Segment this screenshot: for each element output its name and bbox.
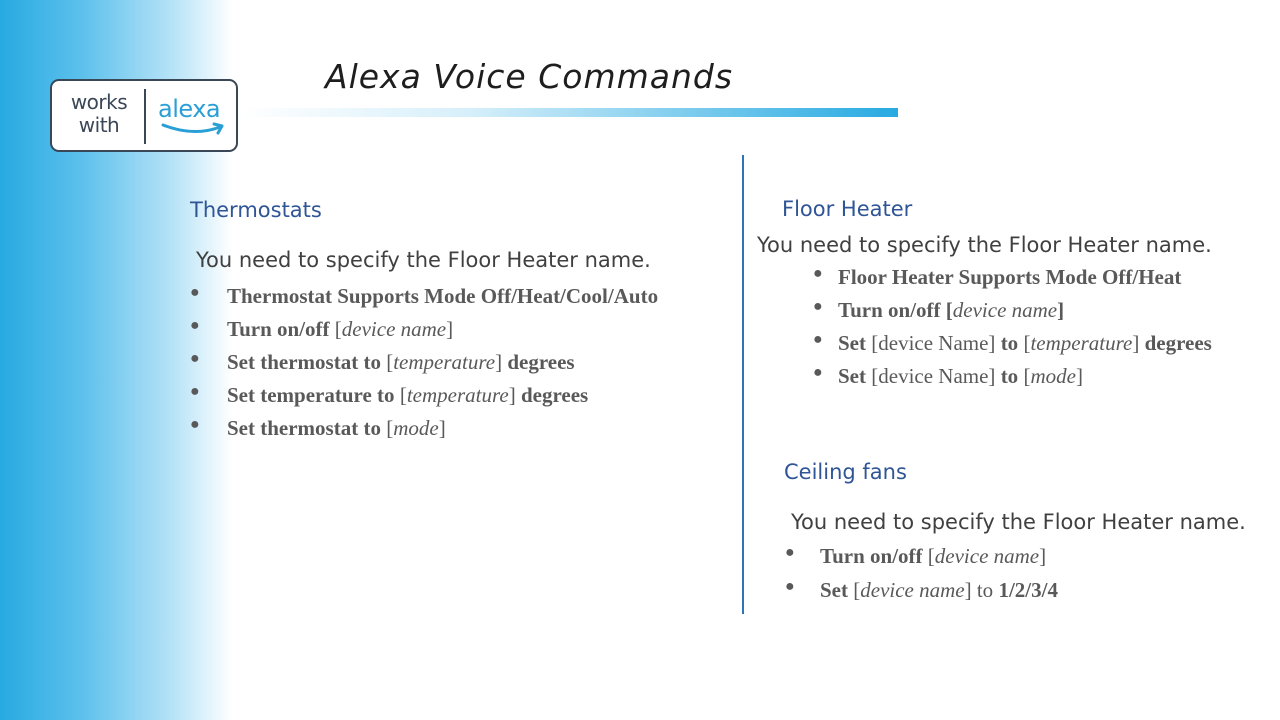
floor-heater-intro: You need to specify the Floor Heater name. [757, 233, 1212, 257]
bracket-text: ] [446, 317, 454, 341]
bullet-icon: ● [785, 578, 795, 595]
list-item [190, 350, 730, 383]
column-divider [742, 155, 744, 614]
command-text: Thermostat Supports Mode Off/Heat/Cool/Auto [227, 284, 659, 308]
bracket-text: [ [848, 578, 861, 602]
list-item [813, 298, 1273, 331]
bracket-text: ] [438, 416, 446, 440]
command-text: to [1000, 364, 1019, 388]
page-title: Alexa Voice Commands [325, 57, 734, 96]
command-text: Set [820, 578, 848, 602]
command-text: 1/2/3/4 [998, 578, 1058, 602]
placeholder-text: device name [860, 578, 965, 602]
ceiling-fans-intro: You need to specify the Floor Heater name. [791, 510, 1246, 534]
command-text: Turn on/off [227, 317, 330, 341]
thermostats-heading: Thermostats [190, 198, 322, 222]
badge-alexa-wordmark: alexa [158, 95, 221, 123]
badge-works-with-text [64, 91, 134, 137]
floor-heater-command-list [813, 265, 1273, 397]
command-text: Set [838, 364, 866, 388]
alexa-smile-icon [160, 121, 228, 137]
placeholder-text: device name [952, 298, 1058, 322]
bracket-text: ] [1075, 364, 1083, 388]
bracket-text: [ [329, 317, 342, 341]
bracket-text: ] to [964, 578, 999, 602]
command-text: Set temperature to [227, 383, 395, 407]
list-item [190, 383, 730, 416]
bullet-icon: ● [813, 331, 823, 348]
placeholder-text: device name [341, 317, 447, 341]
list-item [813, 331, 1273, 364]
thermostats-intro: You need to specify the Floor Heater name. [196, 248, 651, 272]
ceiling-fans-heading: Ceiling fans [784, 460, 907, 484]
badge-divider [144, 89, 146, 144]
bracket-text: [ [394, 383, 407, 407]
list-item [190, 416, 730, 449]
bracket-text: [ [1018, 364, 1031, 388]
bullet-icon: ● [813, 364, 823, 381]
floor-heater-heading: Floor Heater [782, 197, 913, 221]
command-text: ] [1057, 298, 1065, 322]
bullet-icon: ● [190, 416, 200, 433]
ceiling-fans-command-list [785, 544, 1265, 612]
bullet-icon: ● [813, 265, 823, 282]
command-text: degrees [520, 383, 589, 407]
bracket-text: ] [495, 350, 508, 374]
bracket-text: [ [380, 416, 394, 440]
bracket-text: [ [922, 544, 935, 568]
bullet-icon: ● [813, 298, 823, 315]
command-text: degrees [507, 350, 575, 374]
bullet-icon: ● [190, 284, 200, 301]
list-item [785, 578, 1265, 612]
bullet-icon: ● [190, 350, 200, 367]
bracket-text: [ [1018, 331, 1031, 355]
list-item [785, 544, 1265, 578]
bracket-text: [device Name] [866, 364, 1001, 388]
badge-with-line: with [78, 113, 120, 137]
command-text: Set thermostat to [227, 416, 381, 440]
bracket-text: [ [380, 350, 394, 374]
placeholder-text: temperature [406, 383, 509, 407]
placeholder-text: mode [1030, 364, 1076, 388]
title-underline-bar [240, 108, 898, 117]
command-text: to [1000, 331, 1019, 355]
bracket-text: [device Name] [866, 331, 1001, 355]
placeholder-text: mode [393, 416, 439, 440]
bracket-text: ] [1132, 331, 1145, 355]
placeholder-text: temperature [1030, 331, 1133, 355]
command-text: Set [838, 331, 866, 355]
bracket-text: ] [1039, 544, 1047, 568]
command-text: Set thermostat to [227, 350, 381, 374]
command-text: Turn on/off [820, 544, 923, 568]
thermostats-command-list [190, 284, 730, 449]
badge-works-line: works [70, 90, 128, 114]
bracket-text: ] [508, 383, 521, 407]
list-item [190, 317, 730, 350]
command-text: Turn on/off [ [838, 298, 953, 322]
bullet-icon: ● [190, 317, 200, 334]
command-text: Floor Heater Supports Mode Off/Heat [838, 265, 1182, 289]
works-with-alexa-badge [50, 79, 238, 152]
bullet-icon: ● [785, 544, 795, 561]
placeholder-text: temperature [393, 350, 496, 374]
command-text: degrees [1144, 331, 1212, 355]
list-item [813, 265, 1273, 298]
placeholder-text: device name [934, 544, 1040, 568]
list-item [190, 284, 730, 317]
bullet-icon: ● [190, 383, 200, 400]
list-item [813, 364, 1273, 397]
